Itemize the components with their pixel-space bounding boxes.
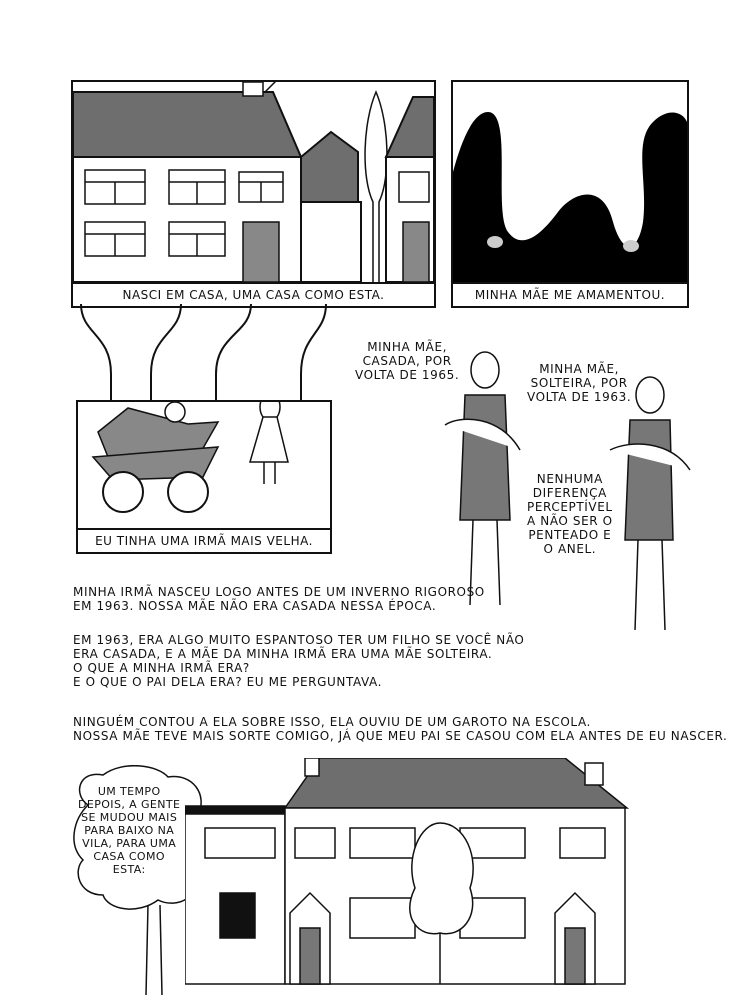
tree-narration: UM TEMPO DEPOIS, A GENTE SE MUDOU MAIS PARA BAIXO NA VILA, PARA UMA CASA COMO ESTA:	[78, 785, 181, 876]
narration-paragraph-3: NINGUÉM CONTOU A ELA SOBRE ISSO, ELA OUVIU DE UM GAROTO NA ESCOLA. NOSSA MÃE TEVE MAIS SORTE COMIGO, JÁ QUE MEU PAI SE CASOU COM ELA ANTES DE EU NASCER.	[73, 715, 728, 743]
caption-breastfeeding: MINHA MÃE ME AMAMENTOU.	[453, 282, 687, 306]
narration-paragraph-1: MINHA IRMÃ NASCEU LOGO ANTES DE UM INVERNO RIGOROSO EM 1963. NOSSA MÃE NÃO ERA CASADA NESSA ÉPOCA.	[73, 585, 485, 613]
label-married-mother: MINHA MÃE, CASADA, POR VOLTA DE 1965.	[355, 340, 460, 382]
panel-connector	[71, 304, 361, 404]
panel-older-sister	[76, 400, 332, 554]
narration-paragraph-2: EM 1963, ERA ALGO MUITO ESPANTOSO TER UM FILHO SE VOCÊ NÃO ERA CASADA, E A MÃE DA MINHA IRMÃ ERA UMA MÃE SOLTEIRA. O QUE A MINHA IRMÃ ERA? E O QUE O PAI DELA ERA? EU ME PERGUNTAVA.	[73, 633, 525, 689]
label-single-mother: MINHA MÃE, SOLTEIRA, POR VOLTA DE 1963.	[527, 362, 632, 404]
house-illustration	[73, 82, 434, 282]
label-no-difference: NENHUMA DIFERENÇA PERCEPTÍVEL A NÃO SER O PENTEADO E O ANEL.	[527, 472, 613, 556]
caption-older-sister: EU TINHA UMA IRMÃ MAIS VELHA.	[78, 528, 330, 552]
sister-pram-illustration	[78, 402, 330, 528]
panel-breastfeeding	[451, 80, 689, 308]
breastfeeding-illustration	[453, 82, 687, 282]
new-house-illustration	[185, 758, 635, 988]
panel-birth-house	[71, 80, 436, 308]
caption-birth-house: NASCI EM CASA, UMA CASA COMO ESTA.	[73, 282, 434, 306]
